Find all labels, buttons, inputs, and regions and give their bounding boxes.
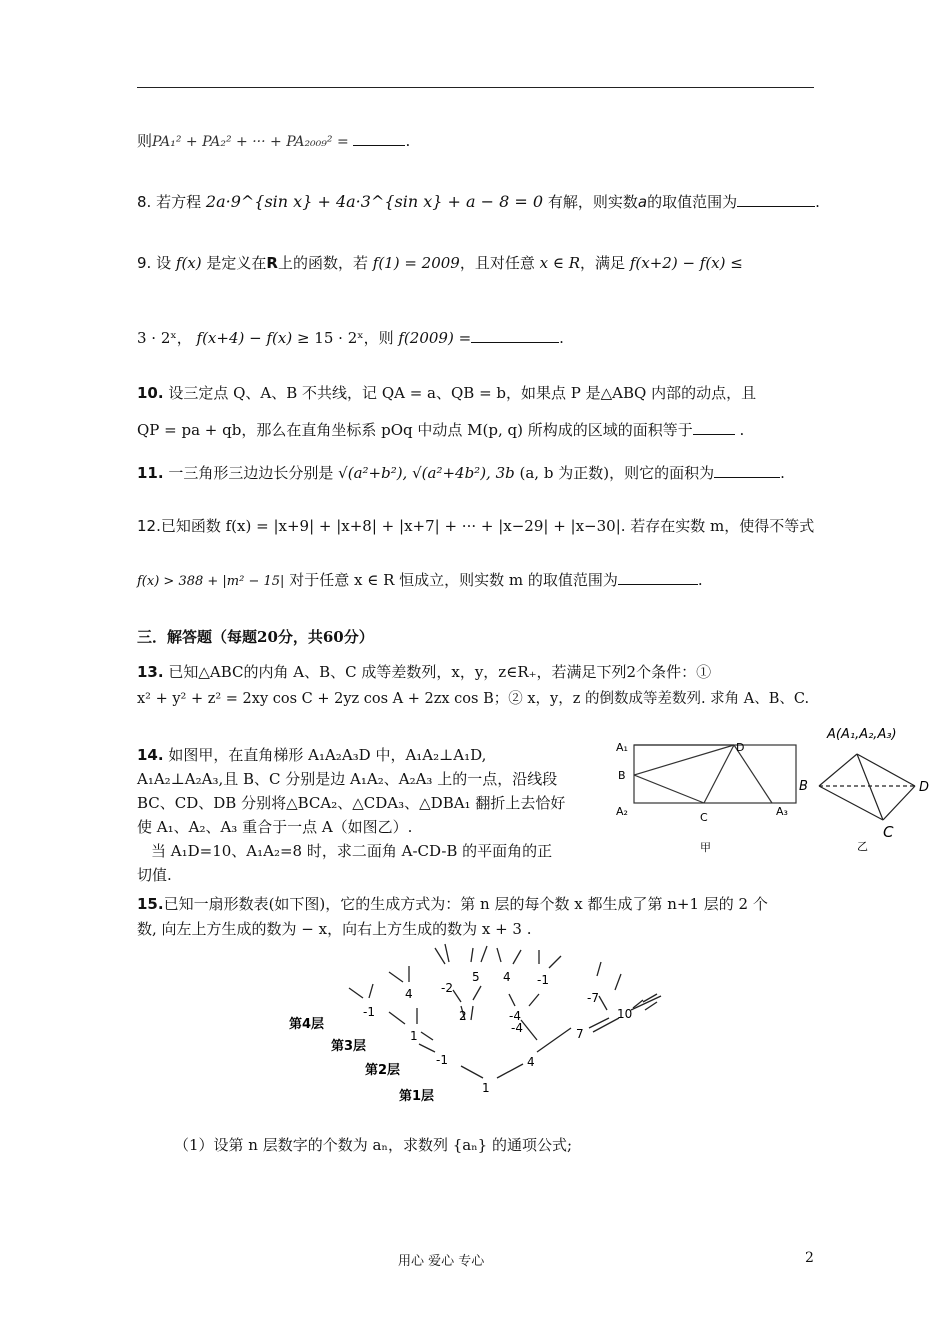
question-11: 11. 一三角形三边边长分别是 √(a²+b²), √(a²+4b²), 3b (a, b 为正数)，则它的面积为 . [137,464,785,482]
tree-n5b: 5 [472,970,480,984]
question-12-line2: f(x) > 388 + |m² − 15| 对于任意 x ∈ R 恒成立，则实数 m 的取值范围为 . [137,571,703,589]
header-rule [137,87,814,88]
q7-line: 则PA₁² + PA₂² + ··· + PA₂₀₀₉² = . [137,132,411,150]
section-3-title: 三．解答题（每题20分，共60分） [137,628,374,646]
tree-layer2: 第2层 [365,1063,401,1078]
question-13-line2: x² + y² + z² = 2xy cos C + 2yz cos A + 2zx cos B；② x，y，z 的倒数成等差数列. 求角 A、B、C. [137,691,810,707]
fig1-label-A2: A₂ [616,805,628,818]
sector-number-tree [285,940,685,1110]
question-15-sub1: （1）设第 n 层数字的个数为 aₙ，求数列 {aₙ} 的通项公式; [174,1136,573,1154]
fig1-label-A3: A₃ [776,805,788,818]
fig1-label-B: B [618,769,626,782]
tree-n4b: 4 [405,987,413,1001]
fig1-label-D: D [736,741,745,754]
tree-n4c: 2 [459,1009,467,1023]
fig1-label-C: C [700,811,708,824]
fig1-caption: 甲 [700,841,711,854]
figure-jia [612,735,802,855]
tree-n3a: 1 [410,1029,418,1043]
fig2-label-D: D [919,780,930,795]
question-10-line2: QP = pa + qb，那么在直角坐标系 pOq 中动点 M(p, q) 所构成的区域的面积等于 . [137,421,745,439]
question-9-line2: 3 · 2ˣ， f(x+4) − f(x) ≥ 15 · 2ˣ，则 f(2009) = . [137,329,564,347]
figure-yi [795,722,935,857]
tree-n3b: -4 [511,1021,523,1035]
question-15-line2: 数, 向左上方生成的数为 − x，向右上方生成的数为 x + 3 . [137,920,532,938]
question-10: 10. 设三定点 Q、A、B 不共线，记 QA = a、QB = b，如果点 P 是△ABQ 内部的动点，且 [137,384,757,402]
question-15: 15.已知一扇形数表(如下图)，它的生成方式为：第 n 层的每个数 x 都生成了第 n+1 层的 2 个 [137,895,768,913]
tree-n4d: -4 [509,1009,521,1023]
tree-n4a: -1 [363,1005,375,1019]
tree-n1: 1 [482,1081,490,1095]
tree-n2a: -1 [436,1053,448,1067]
footer-center: 用心 爱心 专心 [398,1254,485,1269]
tree-layer1: 第1层 [399,1089,435,1104]
fig2-label-top: A(A₁,A₂,A₃) [827,727,897,742]
question-12: 12.已知函数 f(x) = |x+9| + |x+8| + |x+7| + ··· + |x−29| + |x−30|. 若存在实数 m，使得不等式 [137,517,815,535]
fig2-label-C: C [883,823,894,841]
tree-n5a: -2 [441,981,453,995]
fig2-label-B: B [799,779,808,794]
tree-n4e: -7 [587,991,599,1005]
fig1-label-A1: A₁ [616,741,628,754]
tree-layer3: 第3层 [331,1039,367,1054]
question-14: 14. 如图甲，在直角梯形 A₁A₂A₃D 中，A₁A₂⊥A₁D, A₁A₂⊥A₂A₃,且 B、C 分别是边 A₁A₂、A₂A₃ 上的一点，沿线段 BC、CD、DB 分别将△BCA₂、△CDA₃、△DBA₁ 翻折上去恰好 使 A₁、A₂、A₃ 重合于一点 A（如图乙）. 当 A₁D=10、A₁A₂=8 时，求二面角 A-CD-B 的平面角的正 切值. [137,746,566,884]
question-9: 9. 设 f(x) 是定义在R上的函数，若 f(1) = 2009，且对任意 x ∈ R，满足 f(x+2) − f(x) ≤ [137,254,743,272]
question-13: 13. 已知△ABC的内角 A、B、C 成等差数列，x，y，z∈R₊，若满足下列2个条件：① [137,663,712,681]
tree-layer4: 第4层 [289,1017,325,1032]
tree-n5c: 4 [503,970,511,984]
page-number: 2 [805,1250,814,1266]
fig2-caption: 乙 [857,840,868,853]
tree-n2b: 4 [527,1055,535,1069]
question-8: 8. 若方程 2a·9^{sin x} + 4a·3^{sin x} + a − 8 = 0 有解，则实数a的取值范围为 . [137,192,820,211]
tree-n4f: 10 [617,1007,633,1021]
tree-n5d: -1 [537,973,549,987]
tree-n3c: 7 [576,1027,584,1041]
